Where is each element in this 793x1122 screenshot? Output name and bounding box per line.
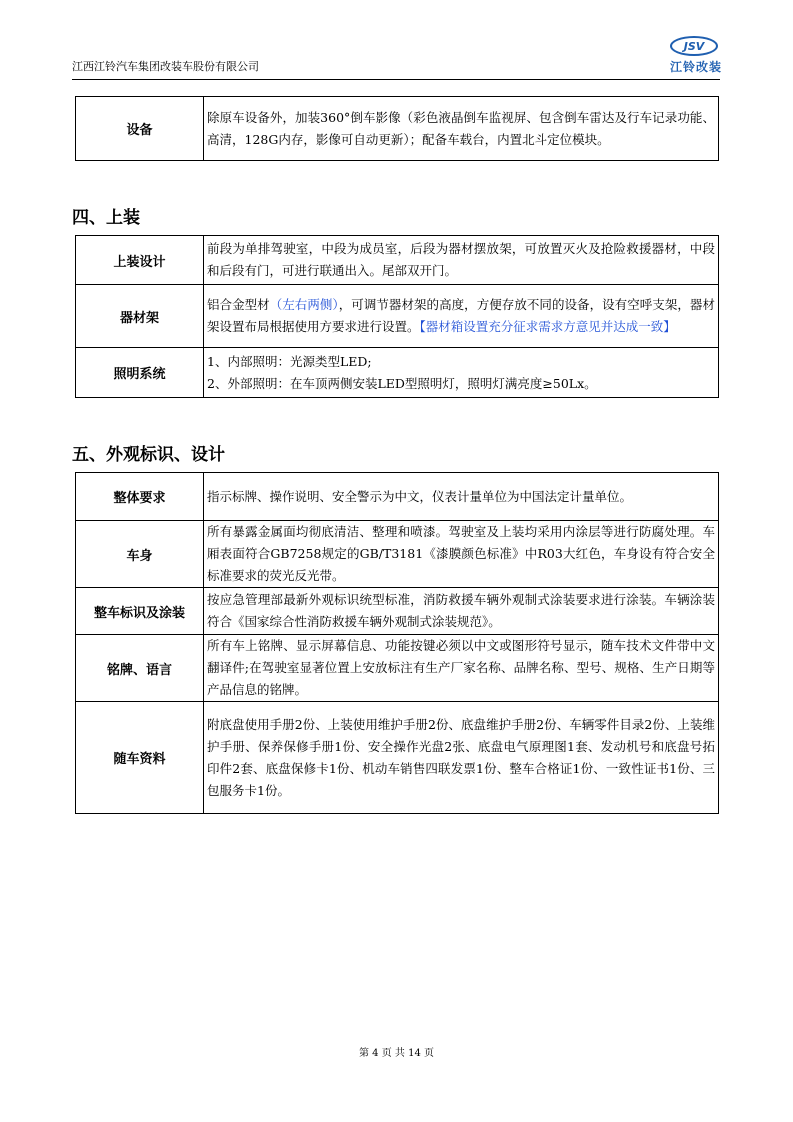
appearance-table (75, 472, 719, 814)
content-note: 【器材箱设置充分征求需求方意见并达成一致】 (419, 319, 676, 334)
section-title-appearance: 五、外观标识、设计 (72, 445, 225, 465)
row-label: 上装设计 (76, 236, 204, 285)
row-content (204, 285, 719, 348)
content-line: 2、外部照明：在车顶两侧安装LED型照明灯，照明灯满亮度≥50Lx。 (207, 375, 597, 391)
row-content: 所有暴露金属面均彻底清洁、整理和喷漆。驾驶室及上装均采用内涂层等进行防腐处理。车厢表面符合GB7258规定的GB/T3181《漆膜颜色标准》中R03大红色，车身设有符合安全标准要求的荧光反光带。 (204, 521, 719, 588)
row-content (204, 348, 719, 398)
table-row (76, 97, 719, 161)
content-highlight: （左右两侧） (269, 297, 339, 312)
row-label: 车身 (76, 521, 204, 588)
page-number: 第 4 页 共 14 页 (359, 1048, 434, 1059)
row-content: 前段为单排驾驶室，中段为成员室，后段为器材摆放架，可放置灭火及抢险救援器材，中段和后段有门，可进行联通出入。尾部双开门。 (204, 236, 719, 285)
content-text: 铝合金型材 (207, 297, 270, 312)
row-label: 器材架 (76, 285, 204, 348)
row-content: 指示标牌、操作说明、安全警示为中文，仪表计量单位为中国法定计量单位。 (204, 473, 719, 521)
table-row (76, 635, 719, 702)
row-content: 附底盘使用手册2份、上装使用维护手册2份、底盘维护手册2份、车辆零件目录2份、上装维护手册、保养保修手册1份、安全操作光盘2张、底盘电气原理图1套、发动机号和底盘号拓印件2套、底盘保修卡1份、机动车销售四联发票1份、整车合格证1份、一致性证书1份、三包服务卡1份。 (204, 702, 719, 814)
row-content: 按应急管理部最新外观标识统型标准，消防救援车辆外观制式涂装要求进行涂装。车辆涂装符合《国家综合性消防救援车辆外观制式涂装规范》。 (204, 588, 719, 635)
row-label: 照明系统 (76, 348, 204, 398)
table-row (76, 348, 719, 398)
table-row (76, 521, 719, 588)
table-row (76, 473, 719, 521)
row-label: 设备 (76, 97, 204, 161)
row-label: 整体要求 (76, 473, 204, 521)
row-label: 整车标识及涂装 (76, 588, 204, 635)
table-row (76, 702, 719, 814)
section-title-superstructure: 四、上装 (72, 208, 140, 228)
company-logo (666, 36, 724, 76)
table-row (76, 285, 719, 348)
row-content: 所有车上铭牌、显示屏幕信息、功能按键必须以中文或图形符号显示，随车技术文件带中文翻译件;在驾驶室显著位置上安放标注有生产厂家名称、品牌名称、型号、规格、生产日期等产品信息的铭牌。 (204, 635, 719, 702)
superstructure-table (75, 235, 719, 398)
content-text: ，可调节器材架的高度，方便存放不同的设备，设有空呼支架，器材架设置布局根据使用方要求进行设置。 (207, 297, 715, 334)
equipment-table (75, 96, 719, 161)
logo-text: 江铃改装 (669, 60, 722, 74)
table-row (76, 236, 719, 285)
row-label: 随车资料 (76, 702, 204, 814)
logo-mark: JSV (670, 36, 718, 56)
header-company-name: 江西江铃汽车集团改装车股份有限公司 (72, 60, 259, 73)
table-row (76, 588, 719, 635)
content-line: 1、内部照明：光源类型LED; (207, 353, 372, 369)
row-content: 除原车设备外，加装360°倒车影像（彩色液晶倒车监视屏、包含倒车雷达及行车记录功能、高清，128G内存，影像可自动更新）；配备车载台，内置北斗定位模块。 (204, 97, 719, 161)
header-divider (72, 79, 720, 80)
row-label: 铭牌、语言 (76, 635, 204, 702)
